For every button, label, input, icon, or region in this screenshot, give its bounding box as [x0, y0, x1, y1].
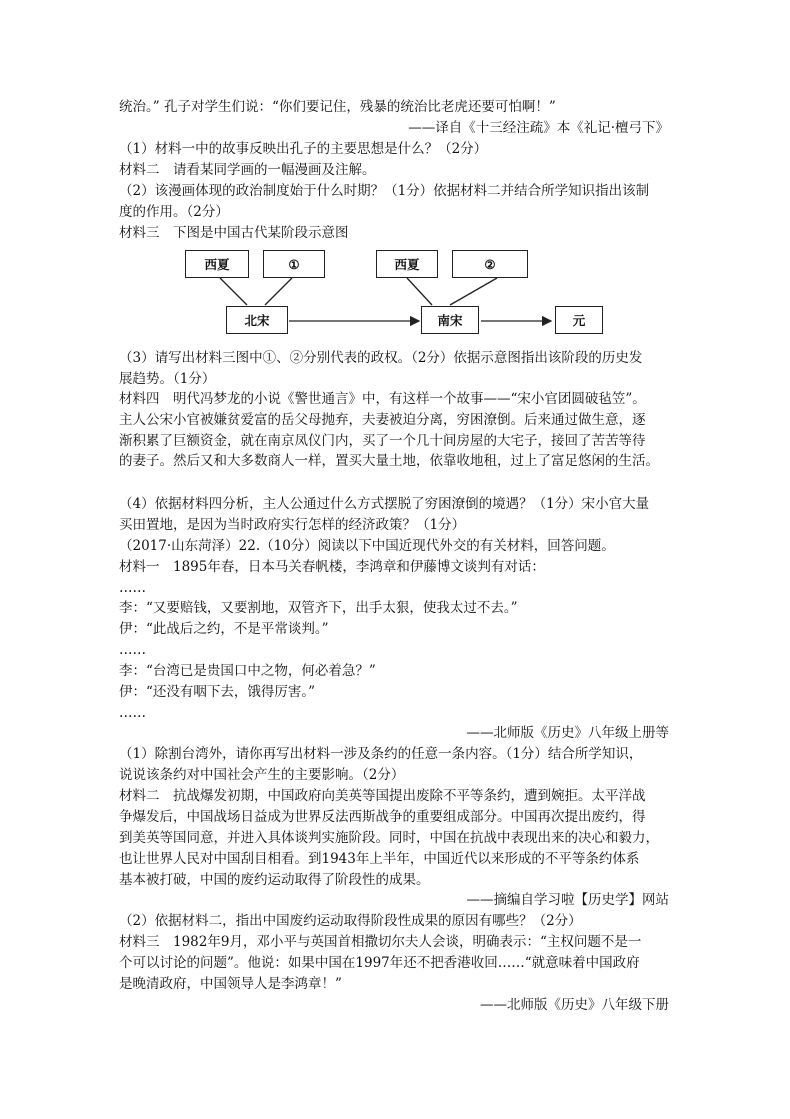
material-label: 材料三 1982年9月，邓小平与英国首相撒切尔夫人会谈，明确表示：“主权问题不是一: [119, 934, 642, 950]
question-4: （4）依据材料四分析，主人公通过什么方式摆脱了穷困潦倒的境遇？（1分）宋小官大量: [119, 496, 650, 512]
text-line: 到美英等国同意，并进入具体谈判实施阶段。同时，中国在抗战中表现出来的决心和毅力，: [119, 830, 659, 846]
source-citation: ——北师版《历史》八年级上册等: [466, 725, 669, 741]
source-citation: ——北师版《历史》八年级下册: [480, 997, 669, 1013]
ellipsis: ……: [119, 580, 146, 596]
text-line: 是晚清政府，中国领导人是李鸿章！”: [119, 976, 342, 992]
material-label: 材料一 1895年春，日本马关春帆楼，李鸿章和伊藤博文谈判有对话：: [119, 559, 545, 575]
material-label: 材料二 请看某同学画的一幅漫画及注解。: [119, 162, 376, 178]
dialogue-line: 李：“台湾已是贵国口中之物，何必着急？”: [119, 663, 376, 679]
material-label: 材料二 抗战爆发初期，中国政府向美英等国提出废除不平等条约，遭到婉拒。太平洋战: [119, 788, 646, 804]
box-yuan: 元: [555, 306, 603, 334]
text-line: 买田置地，是因为当时政府实行怎样的经济政策？（1分）: [119, 517, 466, 533]
box-beisong: 北宋: [226, 306, 288, 334]
text-line: 也让世界人民对中国刮目相看。到1943年上半年，中国近代以来形成的不平等条约体系: [119, 851, 640, 867]
text-line: 主人公宋小官被嫌贫爱富的岳父母抛弃，夫妻被迫分离，穷困潦倒。后来通过做生意，逐: [119, 412, 646, 428]
text-line: 争爆发后，中国战场日益成为世界反法西斯战争的重要组成部分。中国再次提出废约，得: [119, 809, 646, 825]
question-1: （1）材料一中的故事反映出孔子的主要思想是什么？（2分）: [119, 141, 488, 157]
material-label: 材料四 明代冯梦龙的小说《警世通言》中，有这样一个故事——“宋小官团圆破毡笠”。: [119, 391, 646, 407]
question-2: （2）该漫画体现的政治制度始于什么时期？（1分）依据材料二并结合所学知识指出该制: [119, 183, 650, 199]
box-nansong: 南宋: [421, 306, 479, 334]
source-citation: ——摘编自学习啦【历史学】网站: [466, 892, 669, 908]
text-line: 个可以讨论的问题”。他说：如果中国在1997年还不把香港收回……“就意味着中国政府: [119, 955, 640, 971]
text-line: 度的作用。（2分）: [119, 204, 229, 220]
box-xixia-2: 西夏: [376, 250, 438, 278]
ellipsis: ……: [119, 705, 146, 721]
box-circle-1: ①: [263, 250, 325, 278]
material-label: 材料三 下图是中国古代某阶段示意图: [119, 225, 349, 241]
text-line: 统治。” 孔子对学生们说：“你们要记住，残暴的统治比老虎还要可怕啊！”: [119, 99, 556, 115]
box-xixia-1: 西夏: [185, 250, 249, 278]
box-circle-2: ②: [452, 250, 528, 278]
dynasty-diagram: [185, 246, 605, 341]
dialogue-line: 伊：“此战后之约，不是平常谈判。”: [119, 621, 329, 637]
question-3: （3）请写出材料三图中①、②分别代表的政权。（2分）依据示意图指出该阶段的历史发: [119, 350, 643, 366]
text-line: 基本被打破，中国的废约运动取得了阶段性的成果。: [119, 872, 430, 888]
dialogue-line: 伊：“还没有咽下去，饿得厉害。”: [119, 684, 316, 700]
question-header: （2017·山东菏泽）22.（10分）阅读以下中国近现代外交的有关材料，回答问题。: [119, 538, 615, 554]
ellipsis: ……: [119, 642, 146, 658]
text-line: 的妻子。然后又和大多数商人一样，置买大量土地，依靠收地租，过上了富足悠闲的生活。: [119, 453, 659, 469]
question-1b: （1）除割台湾外，请你再写出材料一涉及条约的任意一条内容。（1分）结合所学知识，: [119, 746, 643, 762]
question-2b: （2）依据材料二，指出中国废约运动取得阶段性成果的原因有哪些？（2分）: [119, 913, 582, 929]
text-line: 渐积累了巨额资金，就在南京凤仪门内，买了一个几十间房屋的大宅子，接回了苦苦等待: [119, 433, 646, 449]
text-line: 说说该条约对中国社会产生的主要影响。（2分）: [119, 767, 405, 783]
source-citation: ——译自《十三经注疏》本《礼记·檀弓下》: [408, 120, 669, 136]
text-line: 展趋势。（1分）: [119, 371, 216, 387]
dialogue-line: 李：“又要赔钱，又要割地，双管齐下，出手太狠，使我太过不去。”: [119, 600, 518, 616]
